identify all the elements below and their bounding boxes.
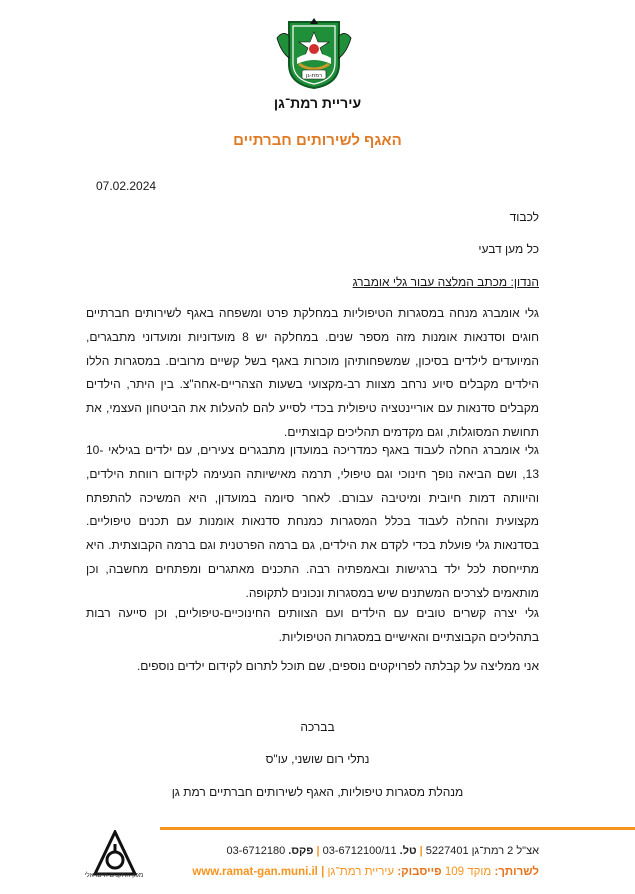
department-title: האגף לשירותים חברתיים — [233, 132, 402, 149]
paragraph-intro: גלי אומברג מנחה במסגרות הטיפוליות במחלקת פרט ומשפחה באגף לשירותים חברתיים חוגים וסדנאות אומנות מזה מספר שנים. במחלקה יש 8 מועדוניות ומועדוני מתבגרים, המיועדים לילדים בסיכון, שמשפחותיהן מוכרות באגף בשל קשיים מרובים. במסגרות הללו הילדים מקבלים סיוע נרחב מצוות רב-מקצועי בשעות הצהריים-אחה"צ. בין היתר, הילדים מקבלים סדנאות עם אוריינטציה טיפולית בכדי לסייע להם להעלות את הביטחון העצמי, את תחושת המסוגלות, וגם מקדמים תהליכים קבוצתיים. — [86, 306, 540, 439]
paragraph-relationships: גלי יצרה קשרים טובים עם הילדים ועם הצוותים החינוכיים-טיפוליים, וכן סייעה רבות בתהליכים הקבוצתיים והאישיים במסגרות הטיפוליות. — [86, 606, 539, 644]
footer-separator: | — [416, 845, 423, 857]
footer-address: אצ"ל 2 רמת־גן 5227401 — [425, 845, 539, 857]
footer-contact-line — [226, 845, 539, 857]
salutation: לכבוד — [509, 210, 539, 224]
city-name: עיריית רמת־גן — [273, 95, 362, 111]
signer-title: מנהלת מסגרות טיפוליות, האגף לשירותים חברתיים רמת גן — [171, 785, 464, 799]
paragraph-background: גלי אומברג החלה לעבוד באגף כמדריכה במועדון מתבגרים צעירים, עם ילדים בגילאי 10-13, ושם הביאה נופך חינוכי וגם טיפולי, תרמה מאישיותה הנעימה לקידום רווחת הילדים, והיוותה דמות חיובית ומיטיבה עבורם. לאחר סיומה במועדון, היא המשיכה להתפתח מקצועית והחלה לעבוד בכלל המסגרות כמנחת סדנאות אומנות עם תכנים טיפוליים. בסדנאות גלי פועלת בכדי לקדם את הילדים, גם ברמה הפרטנית וגם ברמה הקבוצתית. היא מתייחסת לכל ילד ברגישות ובאמפתיה רבה. התכנים מאתגרים ומפתחים מחשבה, וכן מותאמים לצרכים המשתנים שיש במסגרות ונכונים לתקופה. — [86, 443, 539, 600]
footer-hotline: מוקד 109 — [444, 866, 492, 878]
footer-contact-label: לשרותך: — [494, 866, 539, 878]
emblem-caption: רמת-גן — [305, 73, 323, 79]
footer-separator: | — [317, 866, 325, 878]
recipient: כל מען דבעי — [478, 242, 539, 256]
standards-institute-logo-icon — [91, 830, 139, 878]
footer-phone-label: טל. — [399, 845, 417, 857]
footer-divider — [160, 827, 635, 830]
signer-name: נתלי רום שושני, עו"ס — [265, 752, 370, 766]
footer-fax-label: פקס. — [288, 845, 314, 857]
footer-fax: 03-6712180 — [226, 845, 286, 857]
footer-facebook[interactable]: עיריית רמת־גן — [327, 866, 395, 878]
paragraph-recommendation: אני ממליצה על קבלתה לפרויקטים נוספים, שם תוכל לתרום לקידום ילדים נוספים. — [136, 659, 539, 673]
footer-facebook-label: פייסבוק: — [397, 866, 442, 878]
footer-separator: | — [313, 845, 320, 857]
footer-links-line — [192, 866, 539, 878]
subject-line: הנדון: מכתב המלצה עבור גלי אומברג — [352, 275, 539, 289]
closing: בברכה — [300, 720, 335, 734]
footer-phone: 03-6712100/11 — [322, 845, 397, 857]
standards-logo-caption: מכון התקנים הישראלי — [84, 872, 144, 879]
ramat-gan-emblem — [269, 18, 359, 90]
footer-website-link[interactable]: www.ramat-gan.muni.il — [192, 866, 318, 878]
letter-date: 07.02.2024 — [96, 179, 157, 193]
